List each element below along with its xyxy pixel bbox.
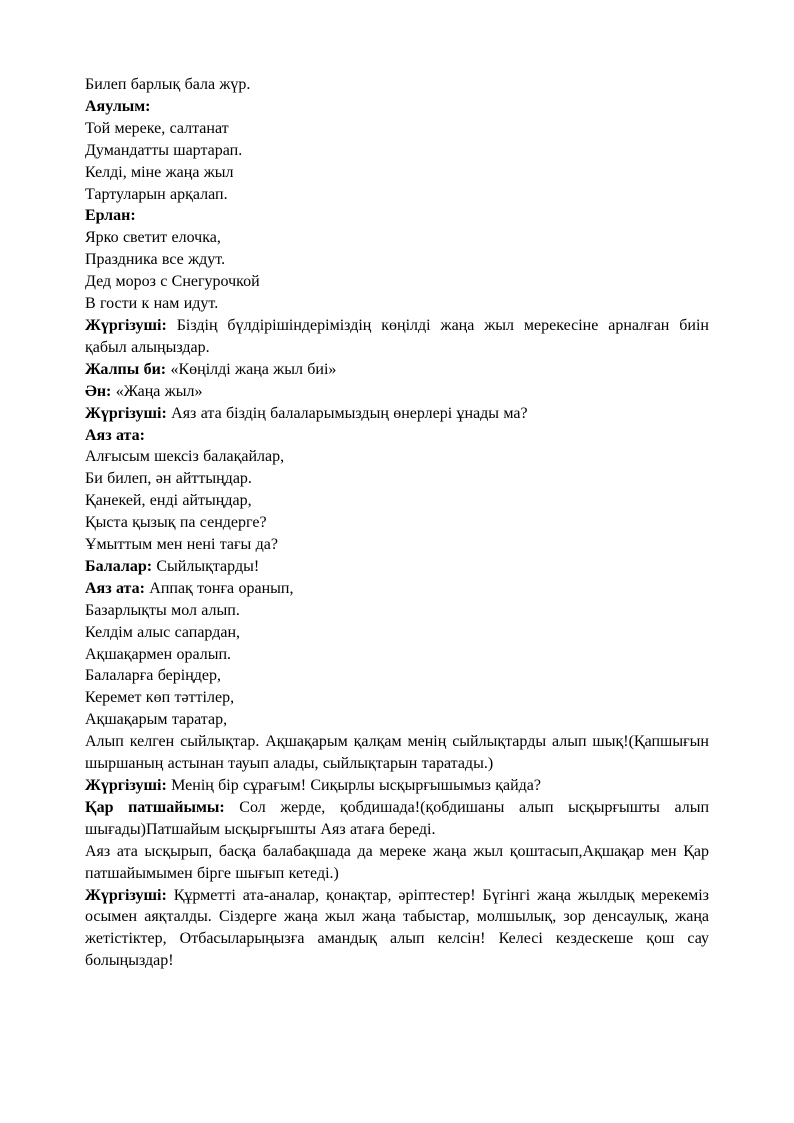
paragraph-text: Думандатты шартарап. [85,141,243,159]
paragraph [85,249,709,271]
paragraph-text: Қанекей, енді айтыңдар, [85,492,252,510]
paragraph [85,381,709,403]
speaker-label: Жүргізуші: [85,316,167,334]
paragraph [85,96,709,118]
paragraph-text: Балаларға беріңдер, [85,667,222,685]
paragraph-text: Алғысым шексіз балақайлар, [85,448,285,466]
speaker-label: Жүргізуші: [85,777,167,794]
paragraph-text: Менің бір сұрағым! Сиқырлы ысқырғышымыз қайда? [171,777,541,794]
paragraph [85,293,709,315]
paragraph-text: Аяз ата біздің балаларымыздың өнерлері ұнады ма? [171,404,528,422]
paragraph [85,622,709,644]
paragraph [85,468,709,490]
paragraph-text: Ақшақармен оралып. [85,645,232,663]
paragraph-text: Базарлықты мол алып. [85,601,240,619]
paragraph-text: Керемет көп тәттілер, [85,689,235,707]
speaker-label: Аяз ата: [85,579,145,597]
paragraph [85,687,709,709]
paragraph [85,446,709,468]
paragraph [85,118,709,140]
paragraph-text: Сол жерде, қобдишада!(қобдишаны алып ысқырғышты алып шығады)Патшайым ысқырғышты Аяз атаға береді. [85,798,710,838]
paragraph-text: Алып келген сыйлықтар. Ақшақарым қалқам менің сыйлықтарды алып шық!(Қапшығын шыршаның астынан тауып алады, сыйлықтарын таратады.) [85,733,709,773]
paragraph-text: Келді, міне жаңа жыл [85,163,234,181]
paragraph-text: Құрметті ата-аналар, қонақтар, әріптестер! Бүгінгі жаңа жылдық мерекеміз осымен аяқталды. Сіздерге жаңа жыл жаңа табыстар, молшылық, зор денсаулық, жаңа жетістіктер, Отбасыларыңызға амандық алып келсін! Келесі кездескеше қош сау болыңыздар! [85,886,709,970]
paragraph-text: Тартуларын арқалап. [85,185,228,203]
paragraph-text: Ярко светит елочка, [85,229,221,247]
paragraph [85,315,709,359]
paragraph [85,578,709,600]
speaker-label: Аяулым: [85,97,151,115]
paragraph [85,184,709,206]
paragraph-text: Аяз ата ысқырып, басқа балабақшада да мереке жаңа жыл қоштасып,Ақшақар мен Қар патшайымымен бірге шығып кетеді.) [85,842,709,882]
document-body [85,74,709,972]
speaker-label: Ән: [85,382,112,400]
paragraph [85,74,709,96]
paragraph-text: Той мереке, салтанат [85,119,229,137]
paragraph [85,359,709,381]
paragraph-text: Билеп барлық бала жүр. [85,76,251,93]
paragraph-text: Дед мороз с Снегурочкой [85,273,260,291]
paragraph [85,534,709,556]
paragraph-text: В гости к нам идут. [85,295,219,313]
paragraph [85,841,709,885]
paragraph-text: Би билеп, ән айттыңдар. [85,470,252,488]
paragraph [85,403,709,425]
speaker-label: Ерлан: [85,207,136,225]
paragraph-text: Қыста қызық па сендерге? [85,514,267,532]
speaker-label: Жалпы би: [85,360,167,378]
paragraph [85,140,709,162]
paragraph-text: Ақшақарым таратар, [85,711,228,729]
paragraph-text: Сыйлықтарды! [156,557,260,575]
speaker-label: Аяз ата: [85,426,145,444]
speaker-label: Қар патшайымы: [85,798,225,816]
paragraph [85,227,709,249]
paragraph-text: Праздника все ждут. [85,251,226,269]
paragraph-text: «Жаңа жыл» [115,382,203,400]
speaker-label: Жүргізуші: [85,886,167,904]
paragraph [85,885,709,973]
paragraph [85,556,709,578]
paragraph-text: Ұмыттым мен нені тағы да? [85,536,278,554]
paragraph [85,490,709,512]
paragraph-text: Біздің бүлдірішіндеріміздің көңілді жаңа жыл мерекесіне арналған биін қабыл алыңыздар. [85,316,709,356]
paragraph [85,512,709,534]
paragraph-text: Келдім алыс сапардан, [85,623,241,641]
paragraph [85,709,709,731]
paragraph [85,425,709,447]
paragraph [85,600,709,622]
paragraph-text: Аппақ тонға оранып, [149,579,294,597]
paragraph [85,644,709,666]
paragraph [85,271,709,293]
speaker-label: Балалар: [85,557,153,575]
paragraph [85,205,709,227]
paragraph [85,797,709,841]
paragraph [85,731,709,775]
paragraph-text: «Көңілді жаңа жыл биі» [170,360,337,378]
paragraph [85,775,709,797]
speaker-label: Жүргізуші: [85,404,167,422]
paragraph [85,162,709,184]
paragraph [85,665,709,687]
